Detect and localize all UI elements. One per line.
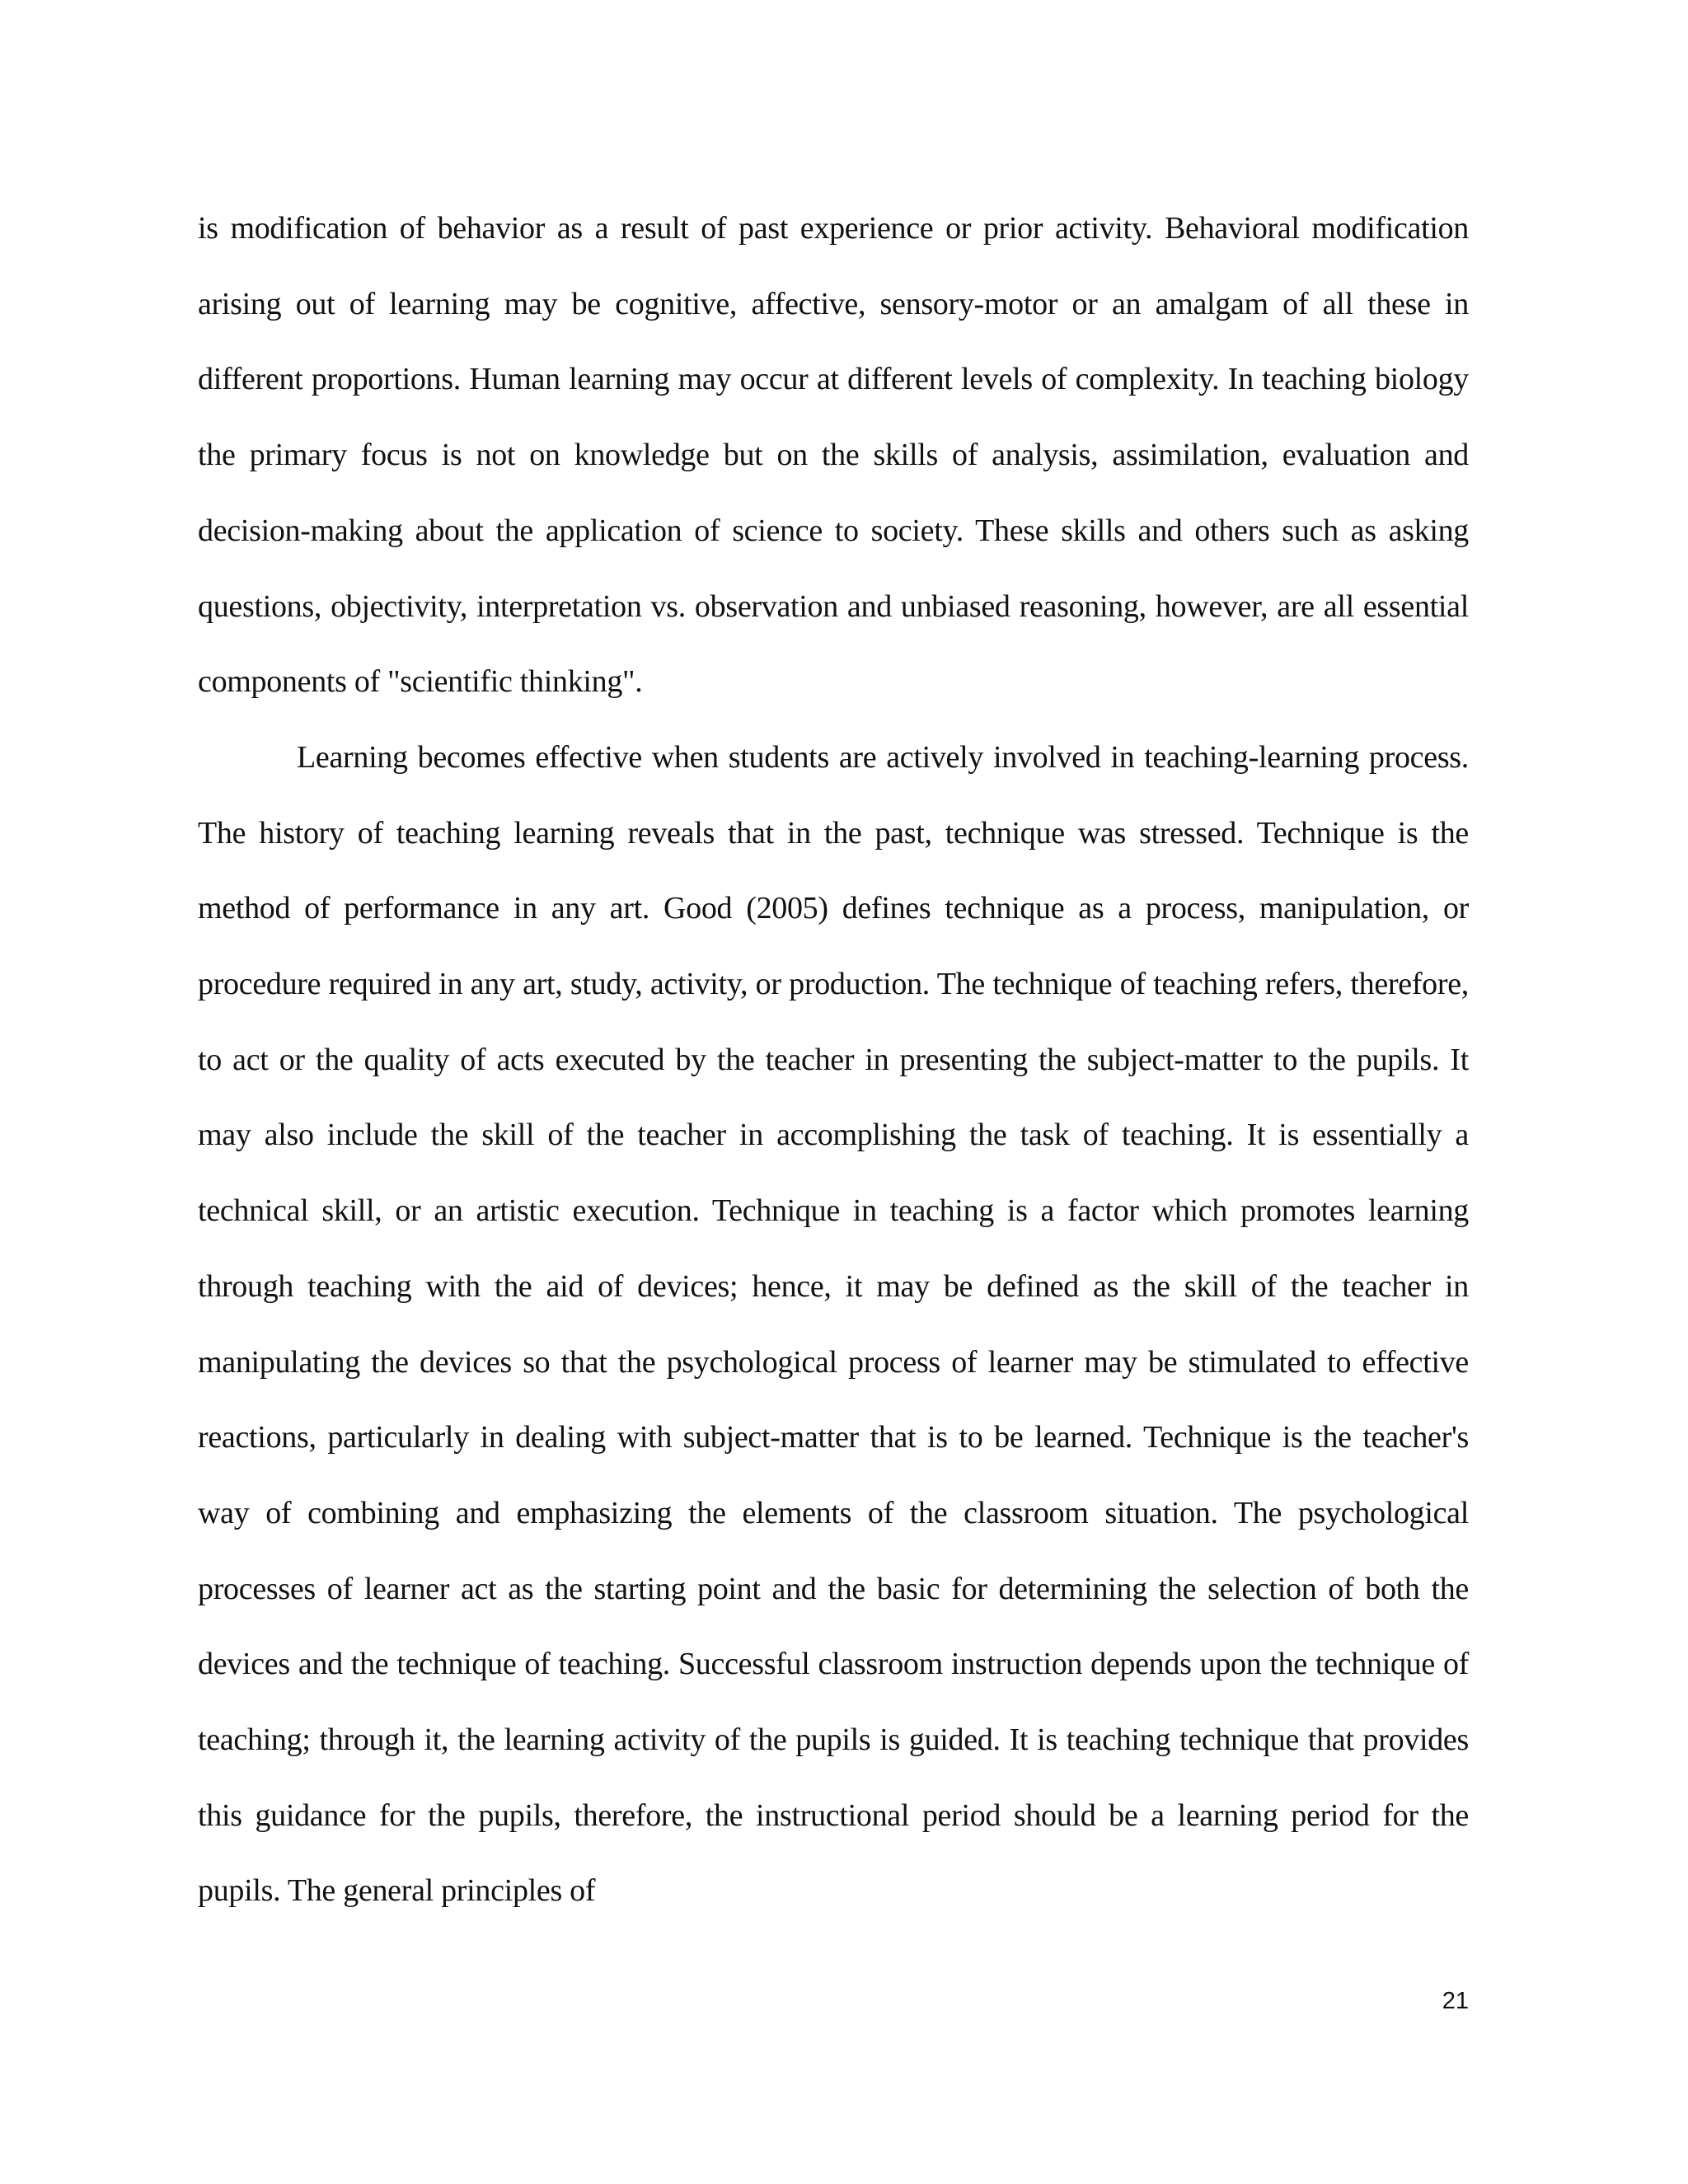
paragraph-learning-effective: Learning becomes effective when students are actively involved in teaching-learning process. The history of teaching learning reveals that in the past, technique was stressed. Technique is the method of performance in any art. Good (2005) defines technique as a process, manipulation, or procedure required in any art, study, activity, or production. The technique of teaching refers, therefore, to act or the quality of acts executed by the teacher in presenting the subject-matter to the pupils. It may also include the skill of the teacher in accomplishing the task of teaching. It is essentially a technical skill, or an artistic execution. Technique in teaching is a factor which promotes learning through teaching with the aid of devices; hence, it may be defined as the skill of the teacher in manipulating the devices so that the psychological process of learner may be stimulated to effective reactions, particularly in dealing with subject-matter that is to be learned. Technique is the teacher's way of combining and emphasizing the elements of the classroom situation. The psychological processes of learner act as the starting point and the basic for determining the selection of both the devices and the technique of teaching. Successful classroom instruction depends upon the technique of teaching; through it, the learning activity of the pupils is guided. It is teaching technique that provides this guidance for the pupils, therefore, the instructional period should be a learning period for the pupils. The general principles of — [198, 739, 1469, 1909]
page-number: 21 — [1442, 1988, 1469, 2014]
body-text — [198, 191, 1469, 1929]
paragraph-continued: is modification of behavior as a result of past experience or prior activity. Behavioral modification arising out of learning may be cognitive, affective, sensory-motor or an amalgam of all these in different proportions. Human learning may occur at different levels of complexity. In teaching biology the primary focus is not on knowledge but on the skills of analysis, assimilation, evaluation and decision-making about the application of science to society. These skills and others such as asking questions, objectivity, interpretation vs. observation and unbiased reasoning, however, are all essential components of "scientific thinking". — [198, 211, 1469, 700]
